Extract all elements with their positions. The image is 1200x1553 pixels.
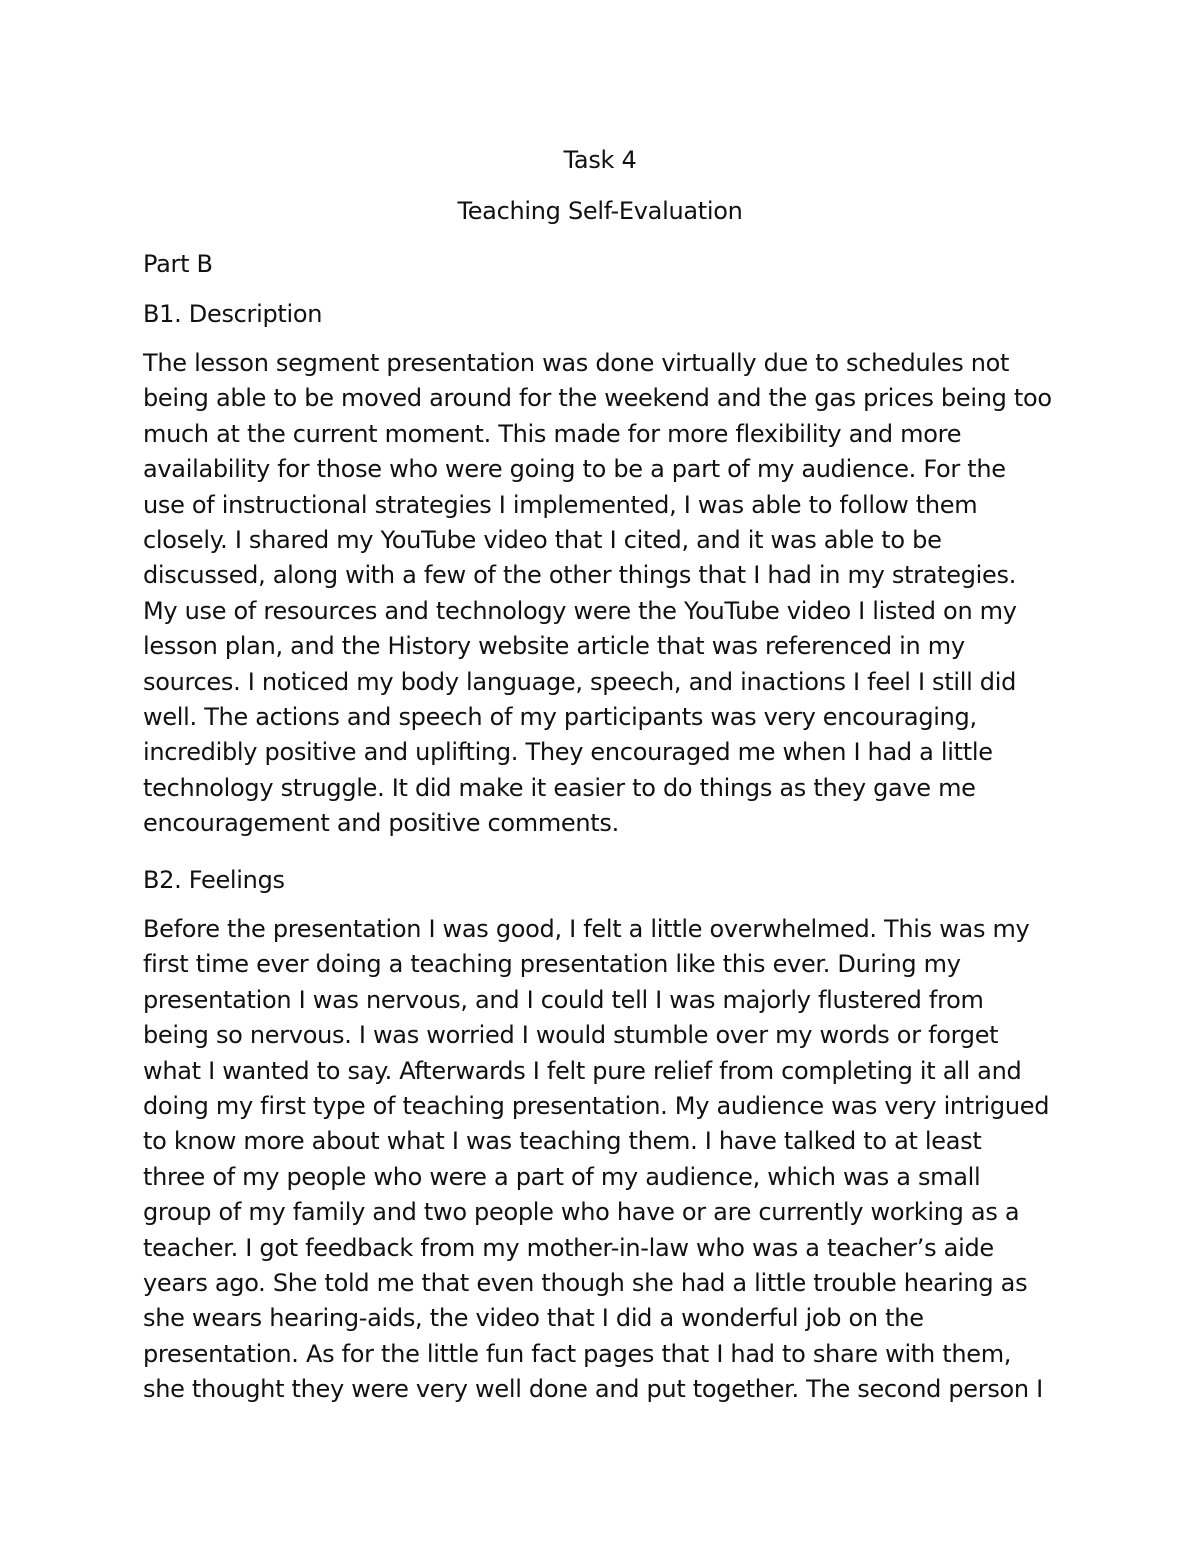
part-label: Part B [143,250,213,278]
paragraph-line: Before the presentation I was good, I felt a little overwhelmed. This was my [143,915,1030,943]
paragraph-line: lesson plan, and the History website article that was referenced in my [143,632,965,661]
paragraph-line: presentation I was nervous, and I could tell I was majorly flustered from [143,985,984,1014]
document-title: Task 4 [563,146,637,174]
paragraph-line: first time ever doing a teaching presentation like this ever. During my [143,950,961,979]
section-heading-feelings: B2. Feelings [143,866,285,894]
paragraph-line: well. The actions and speech of my participants was very encouraging, [143,702,977,731]
paragraph-line: what I wanted to say. Afterwards I felt pure relief from completing it all and [143,1056,1022,1085]
paragraph-line: The lesson segment presentation was done virtually due to schedules not [143,349,1010,377]
paragraph-line: being able to be moved around for the weekend and the gas prices being too [143,384,1052,413]
paragraph-line: use of instructional strategies I implemented, I was able to follow them [143,490,978,519]
paragraph-line: closely. I shared my YouTube video that I cited, and it was able to be [143,525,942,554]
document-subtitle: Teaching Self-Evaluation [457,197,743,225]
paragraph-line: doing my first type of teaching presentation. My audience was very intrigued [143,1091,1050,1120]
section-body-feelings [143,912,1049,1407]
paragraph-line: much at the current moment. This made for more flexibility and more [143,419,962,448]
paragraph-line: to know more about what I was teaching them. I have talked to at least [143,1127,982,1156]
section-heading-description: B1. Description [143,300,323,328]
paragraph-line: she wears hearing-aids, the video that I did a wonderful job on the [143,1304,924,1333]
paragraph-line: being so nervous. I was worried I would stumble over my words or forget [143,1021,999,1050]
paragraph-line: teacher. I got feedback from my mother-in-law who was a teacher’s aide [143,1233,994,1262]
paragraph-line: years ago. She told me that even though she had a little trouble hearing as [143,1268,1028,1297]
paragraph-line: incredibly positive and uplifting. They encouraged me when I had a little [143,738,993,767]
section-body-description [143,346,1052,841]
paragraph-line: My use of resources and technology were the YouTube video I listed on my [143,596,1017,625]
paragraph-line: availability for those who were going to be a part of my audience. For the [143,455,1006,484]
paragraph-line: she thought they were very well done and put together. The second person I [143,1375,1043,1404]
paragraph-line: group of my family and two people who have or are currently working as a [143,1198,1020,1227]
paragraph-line: discussed, along with a few of the other things that I had in my strategies. [143,561,1017,590]
paragraph-line: technology struggle. It did make it easier to do things as they gave me [143,773,976,802]
paragraph-line: three of my people who were a part of my audience, which was a small [143,1162,981,1191]
paragraph-line: encouragement and positive comments. [143,809,619,838]
paragraph-line: sources. I noticed my body language, speech, and inactions I feel I still did [143,667,1017,696]
paragraph-line: presentation. As for the little fun fact pages that I had to share with them, [143,1339,1012,1368]
